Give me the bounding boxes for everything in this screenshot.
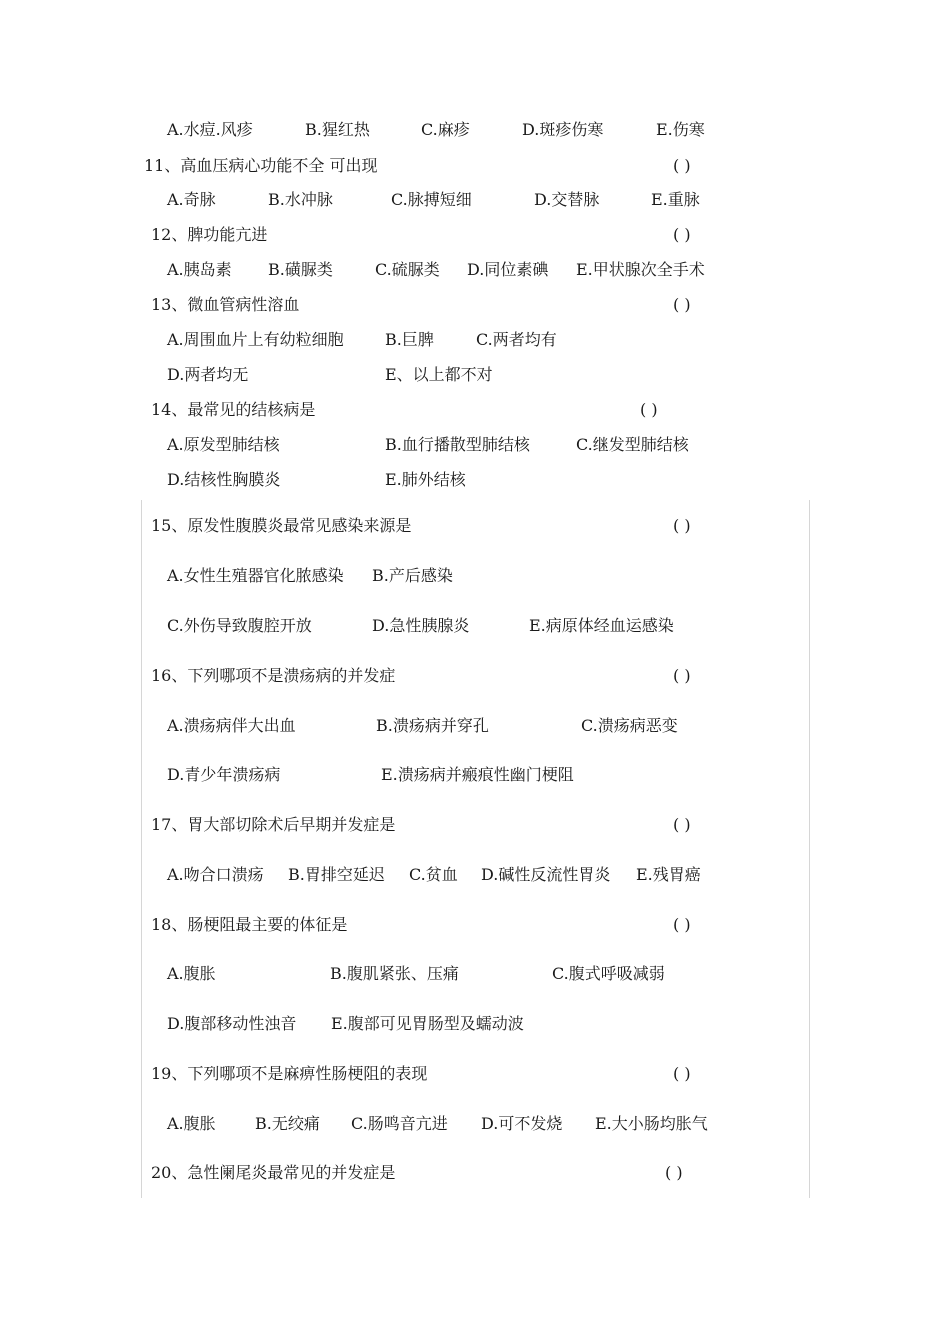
q18-option-a: A.腹胀 [167,964,216,983]
q16-option-e: E.溃疡病并瘢痕性幽门梗阻 [381,765,574,784]
q19-option-e: E.大小肠均胀气 [595,1114,708,1133]
q10-option-e: E.伤寒 [656,120,705,139]
q19-stem: 19、下列哪项不是麻痹性肠梗阻的表现 [151,1064,428,1083]
q14-option-b: B.血行播散型肺结核 [385,435,530,454]
q20-answer-paren: ( ) [665,1163,683,1182]
q16-option-d: D.青少年溃疡病 [167,765,281,784]
q17-option-a: A.吻合口溃疡 [167,865,264,884]
q11-option-b: B.水冲脉 [268,190,333,209]
q11-option-e: E.重脉 [651,190,700,209]
q11-answer-paren: ( ) [673,156,691,175]
q15-option-c: C.外伤导致腹腔开放 [167,616,312,635]
q10-option-b: B.猩红热 [305,120,370,139]
q14-option-c: C.继发型肺结核 [576,435,689,454]
q16-option-c: C.溃疡病恶变 [581,716,678,735]
q18-option-b: B.腹肌紧张、压痛 [330,964,459,983]
q14-option-a: A.原发型肺结核 [167,435,280,454]
q12-option-c: C.硫脲类 [375,260,440,279]
q17-answer-paren: ( ) [673,815,691,834]
q12-option-a: A.胰岛素 [167,260,232,279]
q12-option-d: D.同位素碘 [467,260,549,279]
q13-stem: 13、微血管病性溶血 [151,295,300,314]
q13-option-d: D.两者均无 [167,365,249,384]
q11-option-c: C.脉搏短细 [391,190,472,209]
q19-option-c: C.肠鸣音亢进 [351,1114,448,1133]
q15-option-b: B.产后感染 [372,566,453,585]
q18-answer-paren: ( ) [673,915,691,934]
q13-option-a: A.周围血片上有幼粒细胞 [167,330,344,349]
q12-option-b: B.磺脲类 [268,260,333,279]
q18-option-c: C.腹式呼吸减弱 [552,964,665,983]
q14-option-d: D.结核性胸膜炎 [167,470,281,489]
q15-answer-paren: ( ) [673,516,691,535]
q18-option-d: D.腹部移动性浊音 [167,1014,297,1033]
q11-option-d: D.交替脉 [534,190,600,209]
q16-option-a: A.溃疡病伴大出血 [167,716,296,735]
q19-answer-paren: ( ) [673,1064,691,1083]
q17-option-d: D.碱性反流性胃炎 [481,865,611,884]
q15-option-e: E.病原体经血运感染 [529,616,674,635]
q12-stem: 12、脾功能亢进 [151,225,268,244]
q10-option-a: A.水痘.风疹 [167,120,253,139]
q17-stem: 17、胃大部切除术后早期并发症是 [151,815,396,834]
q13-option-e: E、以上都不对 [385,365,493,384]
q15-option-d: D.急性胰腺炎 [372,616,470,635]
q14-answer-paren: ( ) [640,400,658,419]
q17-option-c: C.贫血 [409,865,458,884]
q16-option-b: B.溃疡病并穿孔 [376,716,489,735]
q15-stem: 15、原发性腹膜炎最常见感染来源是 [151,516,412,535]
q19-option-d: D.可不发烧 [481,1114,563,1133]
q16-answer-paren: ( ) [673,666,691,685]
q20-stem: 20、急性阑尾炎最常见的并发症是 [151,1163,396,1182]
q16-stem: 16、下列哪项不是溃疡病的并发症 [151,666,396,685]
q19-option-a: A.腹胀 [167,1114,216,1133]
q17-option-e: E.残胃癌 [636,865,701,884]
q18-stem: 18、肠梗阻最主要的体征是 [151,915,348,934]
q14-stem: 14、最常见的结核病是 [151,400,316,419]
q12-option-e: E.甲状腺次全手术 [576,260,705,279]
q13-answer-paren: ( ) [673,295,691,314]
q11-option-a: A.奇脉 [167,190,216,209]
q10-option-c: C.麻疹 [421,120,470,139]
q17-option-b: B.胃排空延迟 [288,865,385,884]
q11-stem: 11、高血压病心功能不全 可出现 [144,156,378,175]
q19-option-b: B.无绞痛 [255,1114,320,1133]
q10-option-d: D.斑疹伤寒 [522,120,604,139]
q18-option-e: E.腹部可见胃肠型及蠕动波 [331,1014,524,1033]
q12-answer-paren: ( ) [673,225,691,244]
q15-option-a: A.女性生殖器官化脓感染 [167,566,344,585]
q14-option-e: E.肺外结核 [385,470,466,489]
q13-option-c: C.两者均有 [476,330,557,349]
q13-option-b: B.巨脾 [385,330,434,349]
page-frame [141,500,810,1198]
